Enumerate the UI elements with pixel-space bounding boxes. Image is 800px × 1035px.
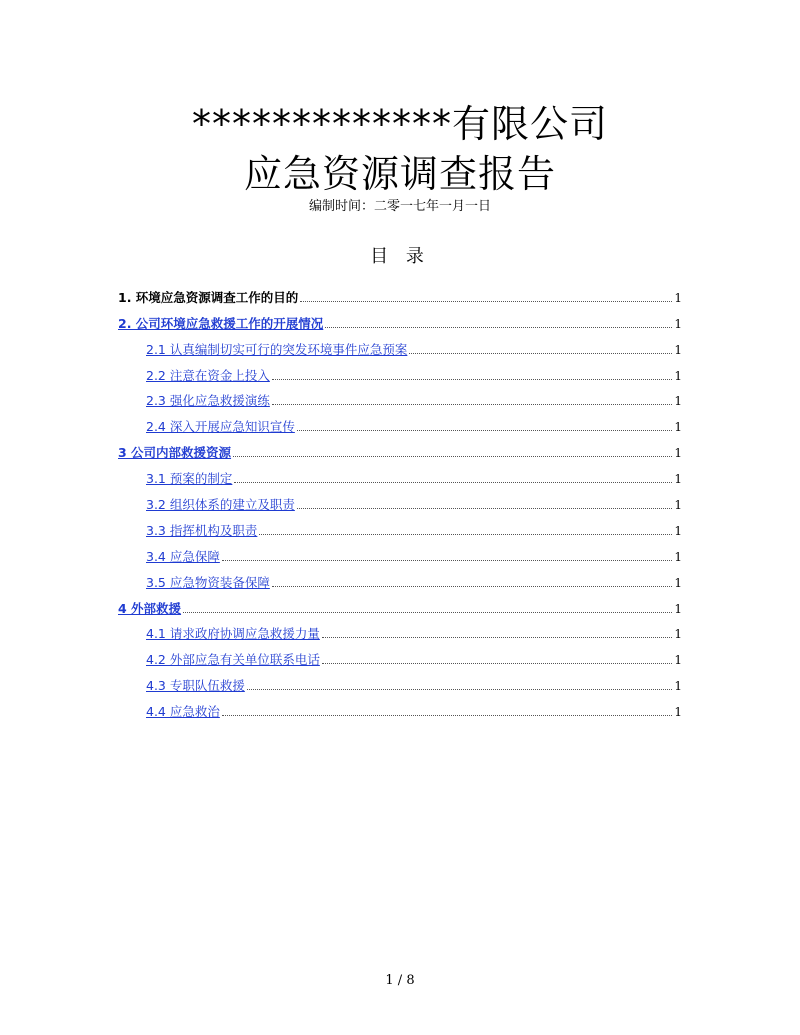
- company-title: *************有限公司: [191, 102, 608, 146]
- toc-leader: [297, 508, 673, 509]
- toc-leader: [183, 612, 672, 613]
- toc-leader: [222, 560, 673, 561]
- toc-leader: [259, 534, 672, 535]
- toc-entry-3-1[interactable]: [118, 461, 682, 487]
- toc-leader: [297, 430, 673, 431]
- toc-entry-3-2[interactable]: [118, 487, 682, 513]
- toc-entry-4[interactable]: [118, 591, 682, 617]
- toc-entry-page: 1: [674, 627, 682, 642]
- toc-entry-2-4[interactable]: [118, 409, 682, 435]
- toc-entry-link[interactable]: 3 公司内部救援资源: [118, 445, 232, 461]
- toc-entry-page: 1: [674, 523, 682, 538]
- toc-entry-label: 1. 环境应急资源调查工作的目的: [118, 289, 299, 305]
- toc-entry-link[interactable]: 3.4 应急保障: [146, 548, 220, 564]
- toc-entry-link[interactable]: 3.3 指挥机构及职责: [146, 522, 258, 538]
- toc-entry-2[interactable]: [118, 306, 682, 332]
- toc-leader: [272, 379, 673, 380]
- toc-leader: [233, 456, 672, 457]
- toc-leader: [322, 637, 673, 638]
- toc-entry-page: 1: [674, 316, 682, 331]
- toc-entry-4-4[interactable]: [118, 694, 682, 720]
- toc-entry-link[interactable]: 2.3 强化应急救援演练: [146, 393, 270, 409]
- compile-date: 编制时间：二零一七年一月一日: [308, 199, 491, 214]
- page-indicator: 1 / 8: [385, 973, 415, 988]
- toc-entry-4-2[interactable]: [118, 642, 682, 668]
- toc-entry-page: 1: [674, 446, 682, 461]
- toc-leader: [300, 301, 672, 302]
- toc-entry-3-4[interactable]: [118, 539, 682, 565]
- toc-entry-4-3[interactable]: [118, 668, 682, 694]
- toc-leader: [272, 586, 673, 587]
- toc-leader: [409, 353, 672, 354]
- toc-entry-2-2[interactable]: [118, 358, 682, 384]
- toc-entry-link[interactable]: 4.2 外部应急有关单位联系电话: [146, 652, 320, 668]
- toc-entry-page: 1: [674, 420, 682, 435]
- toc-entry-link[interactable]: 3.2 组织体系的建立及职责: [146, 497, 295, 513]
- toc-heading: 目 录: [370, 246, 430, 267]
- toc-entry-1: [118, 280, 682, 306]
- toc-entry-page: 1: [674, 498, 682, 513]
- toc-entry-2-3[interactable]: [118, 384, 682, 410]
- toc-entry-link[interactable]: 4 外部救援: [118, 600, 182, 616]
- toc-entry-page: 1: [674, 575, 682, 590]
- toc-entry-page: 1: [674, 472, 682, 487]
- table-of-contents: [118, 280, 682, 720]
- toc-entry-page: 1: [674, 601, 682, 616]
- toc-entry-link[interactable]: 3.5 应急物资装备保障: [146, 574, 270, 590]
- toc-leader: [247, 689, 673, 690]
- toc-entry-2-1[interactable]: [118, 332, 682, 358]
- toc-entry-3-3[interactable]: [118, 513, 682, 539]
- toc-entry-link[interactable]: 3.1 预案的制定: [146, 471, 233, 487]
- toc-entry-4-1[interactable]: [118, 617, 682, 643]
- toc-entry-page: 1: [674, 342, 682, 357]
- toc-entry-page: 1: [674, 679, 682, 694]
- toc-entry-page: 1: [674, 368, 682, 383]
- toc-entry-page: 1: [674, 394, 682, 409]
- toc-leader: [325, 327, 672, 328]
- toc-entry-3-5[interactable]: [118, 565, 682, 591]
- report-title: 应急资源调查报告: [243, 152, 556, 196]
- toc-entry-page: 1: [674, 705, 682, 720]
- toc-entry-link[interactable]: 2.4 深入开展应急知识宣传: [146, 419, 295, 435]
- toc-leader: [222, 715, 673, 716]
- toc-entry-page: 1: [674, 653, 682, 668]
- toc-entry-page: 1: [674, 290, 682, 305]
- toc-entry-link[interactable]: 4.3 专职队伍救援: [146, 678, 245, 694]
- toc-entry-link[interactable]: 4.4 应急救治: [146, 704, 220, 720]
- toc-entry-link[interactable]: 2.2 注意在资金上投入: [146, 367, 270, 383]
- toc-entry-page: 1: [674, 549, 682, 564]
- toc-entry-link[interactable]: 2.1 认真编制切实可行的突发环境事件应急预案: [146, 341, 408, 357]
- toc-entry-3[interactable]: [118, 435, 682, 461]
- toc-leader: [272, 404, 673, 405]
- toc-leader: [234, 482, 672, 483]
- toc-entry-link[interactable]: 2. 公司环境应急救援工作的开展情况: [118, 315, 324, 331]
- toc-entry-link[interactable]: 4.1 请求政府协调应急救援力量: [146, 626, 320, 642]
- toc-leader: [322, 663, 673, 664]
